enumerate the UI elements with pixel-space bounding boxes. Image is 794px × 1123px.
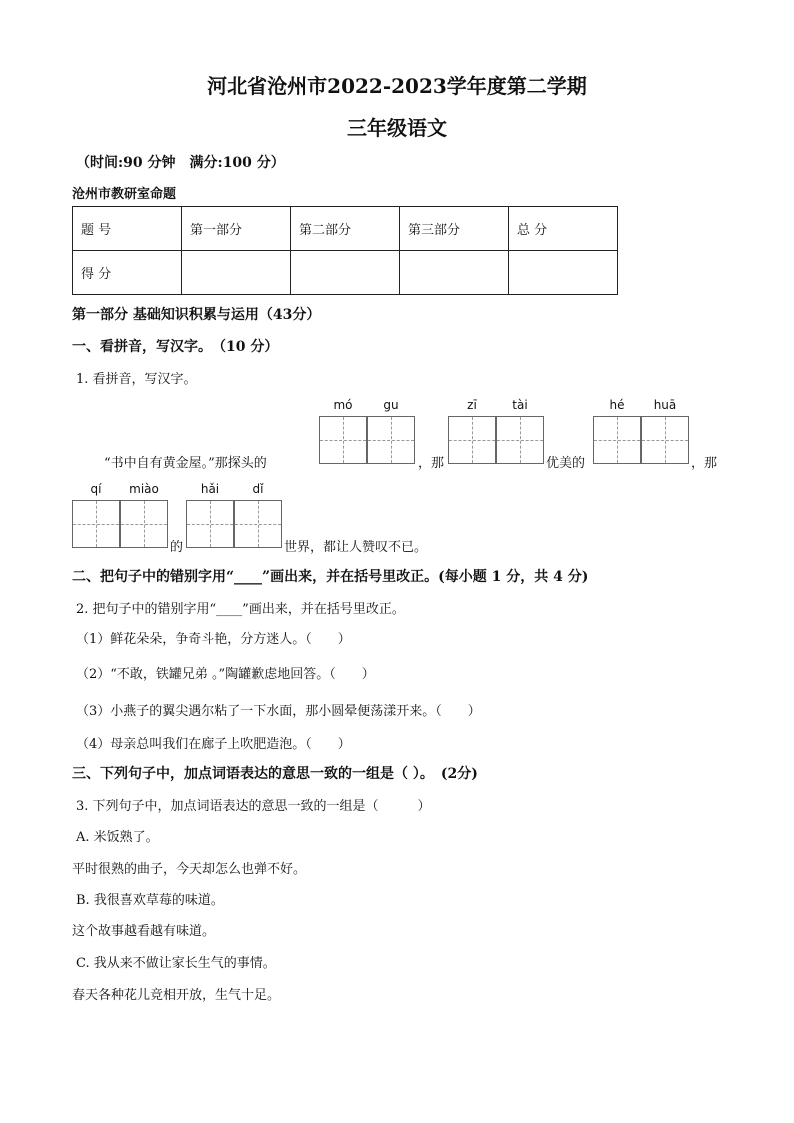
character-writing-box[interactable]	[234, 500, 282, 548]
pinyin-label: tài	[512, 398, 528, 412]
question-2-item: （4）母亲总叫我们在廊子上吹肥造泡。（ ）	[76, 737, 351, 752]
pinyin-label: mó	[333, 398, 353, 412]
question-2-item: （3）小燕子的翼尖遇尔粘了一下水面，那小圆晕便荡漾开来。（ ）	[76, 704, 481, 719]
character-writing-box[interactable]	[319, 416, 367, 464]
section2-title: 二、把句子中的错别字用“____”画出来，并在括号里改正。(每小题 1 分，共 4 分)	[72, 569, 589, 585]
option-c[interactable]: C. 我从来不做让家长生气的事情。	[76, 956, 276, 971]
score-cell-part3[interactable]	[400, 251, 509, 295]
score-table-header-cell: 第一部分	[182, 207, 291, 251]
score-table-score-row	[73, 251, 618, 295]
character-writing-box[interactable]	[367, 416, 415, 464]
option-b[interactable]: B. 我很喜欢草莓的味道。	[76, 893, 224, 908]
question-2-item: （2）“不敢，铁罐兄弟 。”陶罐歉虑地回答。（ ）	[76, 667, 375, 682]
pinyin-label: gu	[383, 398, 399, 412]
score-table-header-row	[73, 207, 618, 251]
pinyin-label: hǎi	[200, 482, 220, 496]
exam-time-info: （时间:90 分钟 满分:100 分）	[76, 155, 285, 171]
character-writing-box[interactable]	[641, 416, 689, 464]
pinyin-label: zī	[467, 398, 477, 412]
section3-title: 三、下列句子中，加点词语表达的意思一致的一组是（ ）。 (2分)	[72, 766, 478, 782]
question-1-prompt: 1. 看拼音，写汉字。	[76, 372, 197, 387]
score-table	[72, 206, 618, 295]
character-writing-box[interactable]	[496, 416, 544, 464]
score-cell-part1[interactable]	[182, 251, 291, 295]
option-a-sentence: 平时很熟的曲子，今天却怎么也弹不好。	[72, 862, 307, 877]
option-b-sentence: 这个故事越看越有味道。	[72, 924, 216, 939]
sentence-text: 世界，都让人赞叹不已。	[284, 540, 428, 555]
option-c-sentence: 春天各种花儿竞相开放，生气十足。	[72, 988, 281, 1003]
pinyin-label: hé	[609, 398, 625, 412]
sentence-text: ，那	[418, 456, 445, 471]
character-writing-box[interactable]	[593, 416, 641, 464]
exam-author: 沧州市教研室命题	[72, 187, 177, 202]
pinyin-label: dǐ	[252, 482, 264, 496]
character-writing-box[interactable]	[448, 416, 496, 464]
part1-title: 第一部分 基础知识积累与运用（43分）	[72, 307, 321, 323]
score-table-header-cell: 第二部分	[291, 207, 400, 251]
page-subtitle: 三年级语文	[347, 116, 447, 140]
score-cell-total[interactable]	[509, 251, 618, 295]
pinyin-label: qí	[90, 482, 102, 496]
sentence-text: “书中自有黄金屋。”那探头的	[104, 456, 267, 471]
question-3-prompt: 3. 下列句子中，加点词语表达的意思一致的一组是（ ）	[76, 799, 431, 814]
pinyin-label: miào	[129, 482, 159, 496]
character-writing-box[interactable]	[120, 500, 168, 548]
question-2-item: （1）鲜花朵朵，争奇斗艳，分方迷人。（ ）	[76, 632, 351, 647]
question-2-prompt: 2. 把句子中的错别字用“____”画出来，并在括号里改正。	[76, 602, 405, 617]
sentence-text: ，那	[691, 456, 718, 471]
sentence-text: 的	[170, 540, 184, 555]
pinyin-label: huā	[653, 398, 677, 412]
score-table-header-cell: 第三部分	[400, 207, 509, 251]
character-writing-box[interactable]	[72, 500, 120, 548]
section1-title: 一、看拼音，写汉字。 （10 分）	[72, 339, 279, 355]
score-table-row-label: 得 分	[73, 251, 182, 295]
score-cell-part2[interactable]	[291, 251, 400, 295]
score-table-header-cell: 题 号	[73, 207, 182, 251]
score-table-header-cell: 总 分	[509, 207, 618, 251]
option-a[interactable]: A. 米饭熟了。	[76, 830, 159, 845]
sentence-text: 优美的	[546, 456, 586, 471]
page-title: 河北省沧州市2022-2023学年度第二学期	[207, 74, 587, 98]
character-writing-box[interactable]	[186, 500, 234, 548]
